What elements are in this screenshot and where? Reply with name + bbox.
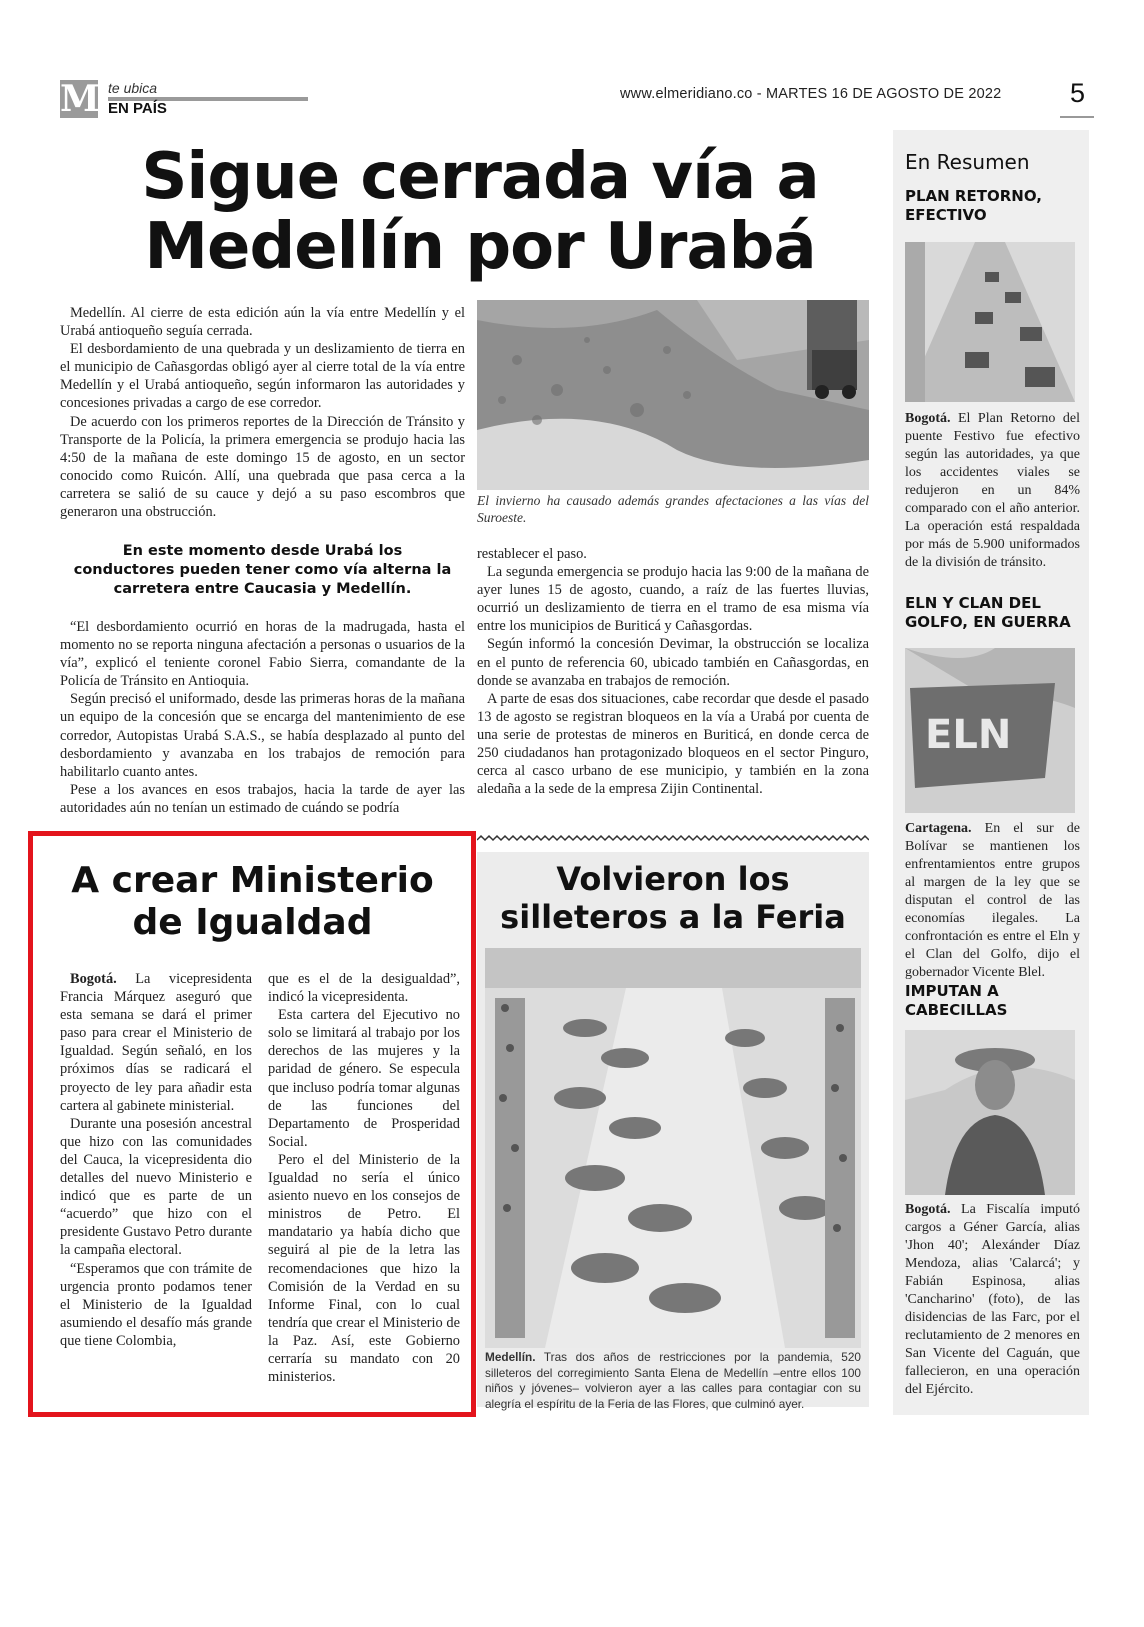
sidebar-item-body: La Fiscalía imputó cargos a Géner García, alias 'Jhon 40'; Alexánder Díaz Mendoza, alias 'Calarcá'; y Fabián Espinosa, alias 'Cancharino' (foto), de las disidencias de las Farc, por el reclutamiento de 2 menores en San Vicente del Caguán, que fallecieron, en una operación del Ejército. — [905, 1202, 1081, 1397]
silleteros-headline-line1: Volvieron los — [556, 860, 790, 898]
main-story-column-1 — [60, 618, 465, 817]
traffic-photo — [905, 242, 1075, 402]
sidebar-item-body: El Plan Retorno del puente Festivo fue efectivo según las autoridades, ya que los accidentes viales se redujeron en un 84% comparado con el año anterior. La operación está respaldada por más de 5.900 uniformados de la división de tránsito. — [905, 411, 1081, 570]
newspaper-logo: M — [60, 78, 100, 120]
sidebar-heading: En Resumen — [905, 150, 1030, 174]
paragraph: Según precisó el uniformado, desde las primeras horas de la mañana un equipo de la concesión que se encarga del mantenimiento de ese corredor, Autopistas Urabá S.A.S., se había desplazado al punto del desbordamiento y avanzaba en los trabajos de remoción para habilitarlo cuanto antes. — [60, 691, 465, 780]
section-kicker: te ubica — [108, 80, 158, 96]
ministerio-column-1 — [60, 970, 252, 1350]
section-name: EN PAÍS — [108, 100, 167, 117]
paragraph: De acuerdo con los primeros reportes de la Dirección de Tránsito y Transporte de la Policía, la primera emergencia se produjo hacia las 4:50 de la mañana de este domingo 15 de agosto, en un sector conocido como Ruicón. Allí, una quebrada que pasa cerca a la carretera se salió de su cauce y dejó a su paso escombros que generaron una obstrucción. — [60, 413, 465, 521]
silleteros-headline — [477, 860, 869, 936]
sidebar-item-title: ELN Y CLAN DEL GOLFO, EN GUERRA — [905, 594, 1071, 631]
paragraph: “Esperamos que con trámite de urgencia pronto podamos tener el Ministerio de la Igualdad asumiendo el desafío más grande que tiene Colombia, — [60, 1260, 252, 1349]
main-headline-line2: Medellín por Urabá — [144, 210, 816, 284]
sidebar-item-title: IMPUTAN A CABECILLAS — [905, 982, 1008, 1019]
dateline: Bogotá. — [905, 411, 951, 426]
sidebar-item-body: En el sur de Bolívar se mantienen los enfrentamientos entre grupos al margen de la ley que se disputan el control de las economías ilegales. La confrontación es entre el Eln y el Clan del Golfo, dijo el gobernador Vicente Blel. — [905, 821, 1081, 980]
eln-flag-photo — [905, 648, 1075, 813]
sidebar-item-text — [905, 1201, 1080, 1399]
paragraph-text: La vicepresidenta Francia Márquez aseguró que esta semana se dará el primer paso para crear el Ministerio de Igualdad. Según señaló, en los próximos días se radicará el proyecto de ley para añadir esta cartera al gabinete ministerial. — [60, 971, 252, 1114]
pullquote: En este momento desde Urabá los conductores pueden tener como vía alterna la carretera entre Caucasia y Medellín. — [73, 543, 452, 597]
silleteros-headline-line2: silleteros a la Feria — [500, 898, 846, 936]
landslide-photo — [477, 300, 869, 490]
silleteros-parade-photo — [485, 948, 861, 1348]
main-story-column-2 — [477, 545, 869, 798]
paragraph: restablecer el paso. — [477, 546, 587, 562]
caption-text: Tras dos años de restricciones por la pandemia, 520 silleteros del corregimiento Santa Elena de Medellín –entre ellos 100 niños y jóvenes– volvieron ayer a las calles para contagiar con su alegría el espíritu de la Feria de las Flores, que culminó ayer. — [485, 1350, 861, 1411]
paragraph: La segunda emergencia se produjo hacia las 9:00 de la mañana de ayer lunes 15 de agosto, cuando, a raíz de las fuertes lluvias, ocurrió un deslizamiento de tierra en el tramo de esa misma vía entre los municipios de Buriticá y Cañasgordas. — [477, 564, 869, 635]
sidebar-item-text — [905, 410, 1080, 572]
silleteros-caption — [485, 1350, 861, 1412]
page-number: 5 — [1070, 78, 1086, 108]
paragraph: Pero el del Ministerio de la Igualdad no sería el único asiento nuevo en los consejos de ministros de Petro. El mandatario ya había dicho que seguirá al pie de la letra las recomendaciones que hizo la Comisión de la Verdad en su Informe Final, con lo cual tendría que crear el Ministerio de la Paz. Así, este Gobierno cerraría su mandato con 20 ministerios. — [268, 1151, 460, 1386]
dateline: Cartagena. — [905, 821, 972, 836]
ministerio-column-2 — [268, 970, 460, 1386]
paragraph: A parte de esas dos situaciones, cabe recordar que desde el pasado 13 de agosto se registran bloqueos en la vía a Urabá por cuenta de una serie de protestas de mineros en Buriticá, en donde cerca de 250 ciudadanos han protagonizado bloqueos en el sector Pinguro, cerca al casco urbano de ese municipio, y también en la zona aledaña a la sede de la empresa Zijin Continental. — [477, 690, 869, 798]
paragraph: Esta cartera del Ejecutivo no solo se limitará al trabajo por los derechos de las mujeres y la paridad de género. Se especula que incluso podría tomar algunas de las funciones del Departamento de Prosperidad Social. — [268, 1007, 460, 1150]
section-divider — [477, 834, 869, 842]
ministerio-headline-line1: A crear Ministerio — [71, 860, 434, 901]
site-and-date: www.elmeridiano.co - MARTES 16 DE AGOSTO DE 2022 — [620, 86, 1002, 102]
page-number-rule — [1060, 116, 1094, 118]
dateline: Medellín. — [485, 1350, 536, 1364]
main-headline-line1: Sigue cerrada vía a — [141, 140, 819, 214]
paragraph: Según informó la concesión Devimar, la obstrucción se localiza en el punto de referencia 60, ubicado también en Cañasgordas, en donde se avanzaba en trabajos de remoción. — [477, 636, 869, 689]
paragraph: que es el de la desigualdad”, indicó la vicepresidenta. — [268, 971, 460, 1006]
suspect-portrait-photo — [905, 1030, 1075, 1195]
landslide-photo-caption: El invierno ha causado además grandes afectaciones a las vías del Suroeste. — [477, 493, 869, 525]
paragraph — [60, 970, 252, 1115]
main-story-column-top — [60, 304, 465, 521]
flag-lettering: ELN — [925, 712, 1012, 758]
paragraph: Medellín. Al cierre de esta edición aún la vía entre Medellín y el Urabá antioqueño seguía cerrada. — [60, 305, 465, 340]
main-headline — [120, 142, 840, 282]
dateline: Bogotá. — [70, 971, 117, 987]
ministerio-headline-line2: de Igualdad — [132, 902, 373, 943]
paragraph: Durante una posesión ancestral que hizo con las comunidades del Cauca, la vicepresidenta dio detalles del nuevo Ministerio e indicó que es parte de un “acuerdo” que hizo con el presidente Gustavo Petro durante la campaña electoral. — [60, 1115, 252, 1259]
paragraph: “El desbordamiento ocurrió en horas de la madrugada, hasta el momento no se reporta ninguna afectación a personas o usuarios de la vía”, explicó el teniente coronel Fabio Sierra, comandante de la Policía de Tránsito en Antioquia. — [60, 619, 465, 690]
sidebar-item-title: PLAN RETORNO, EFECTIVO — [905, 187, 1042, 224]
ministerio-headline — [50, 860, 455, 944]
sidebar-item-text — [905, 820, 1080, 982]
dateline: Bogotá. — [905, 1202, 951, 1217]
paragraph: El desbordamiento de una quebrada y un deslizamiento de tierra en el municipio de Cañasgordas obligó ayer al cierre total de la vía entre Medellín y el Urabá antioqueño, según informaron las autoridades y concesiones privadas a cargo de ese corredor. — [60, 341, 465, 412]
paragraph: Pese a los avances en esos trabajos, hacia la tarde de ayer las autoridades aún no tenían un estimado de cuándo se podría — [60, 781, 465, 816]
